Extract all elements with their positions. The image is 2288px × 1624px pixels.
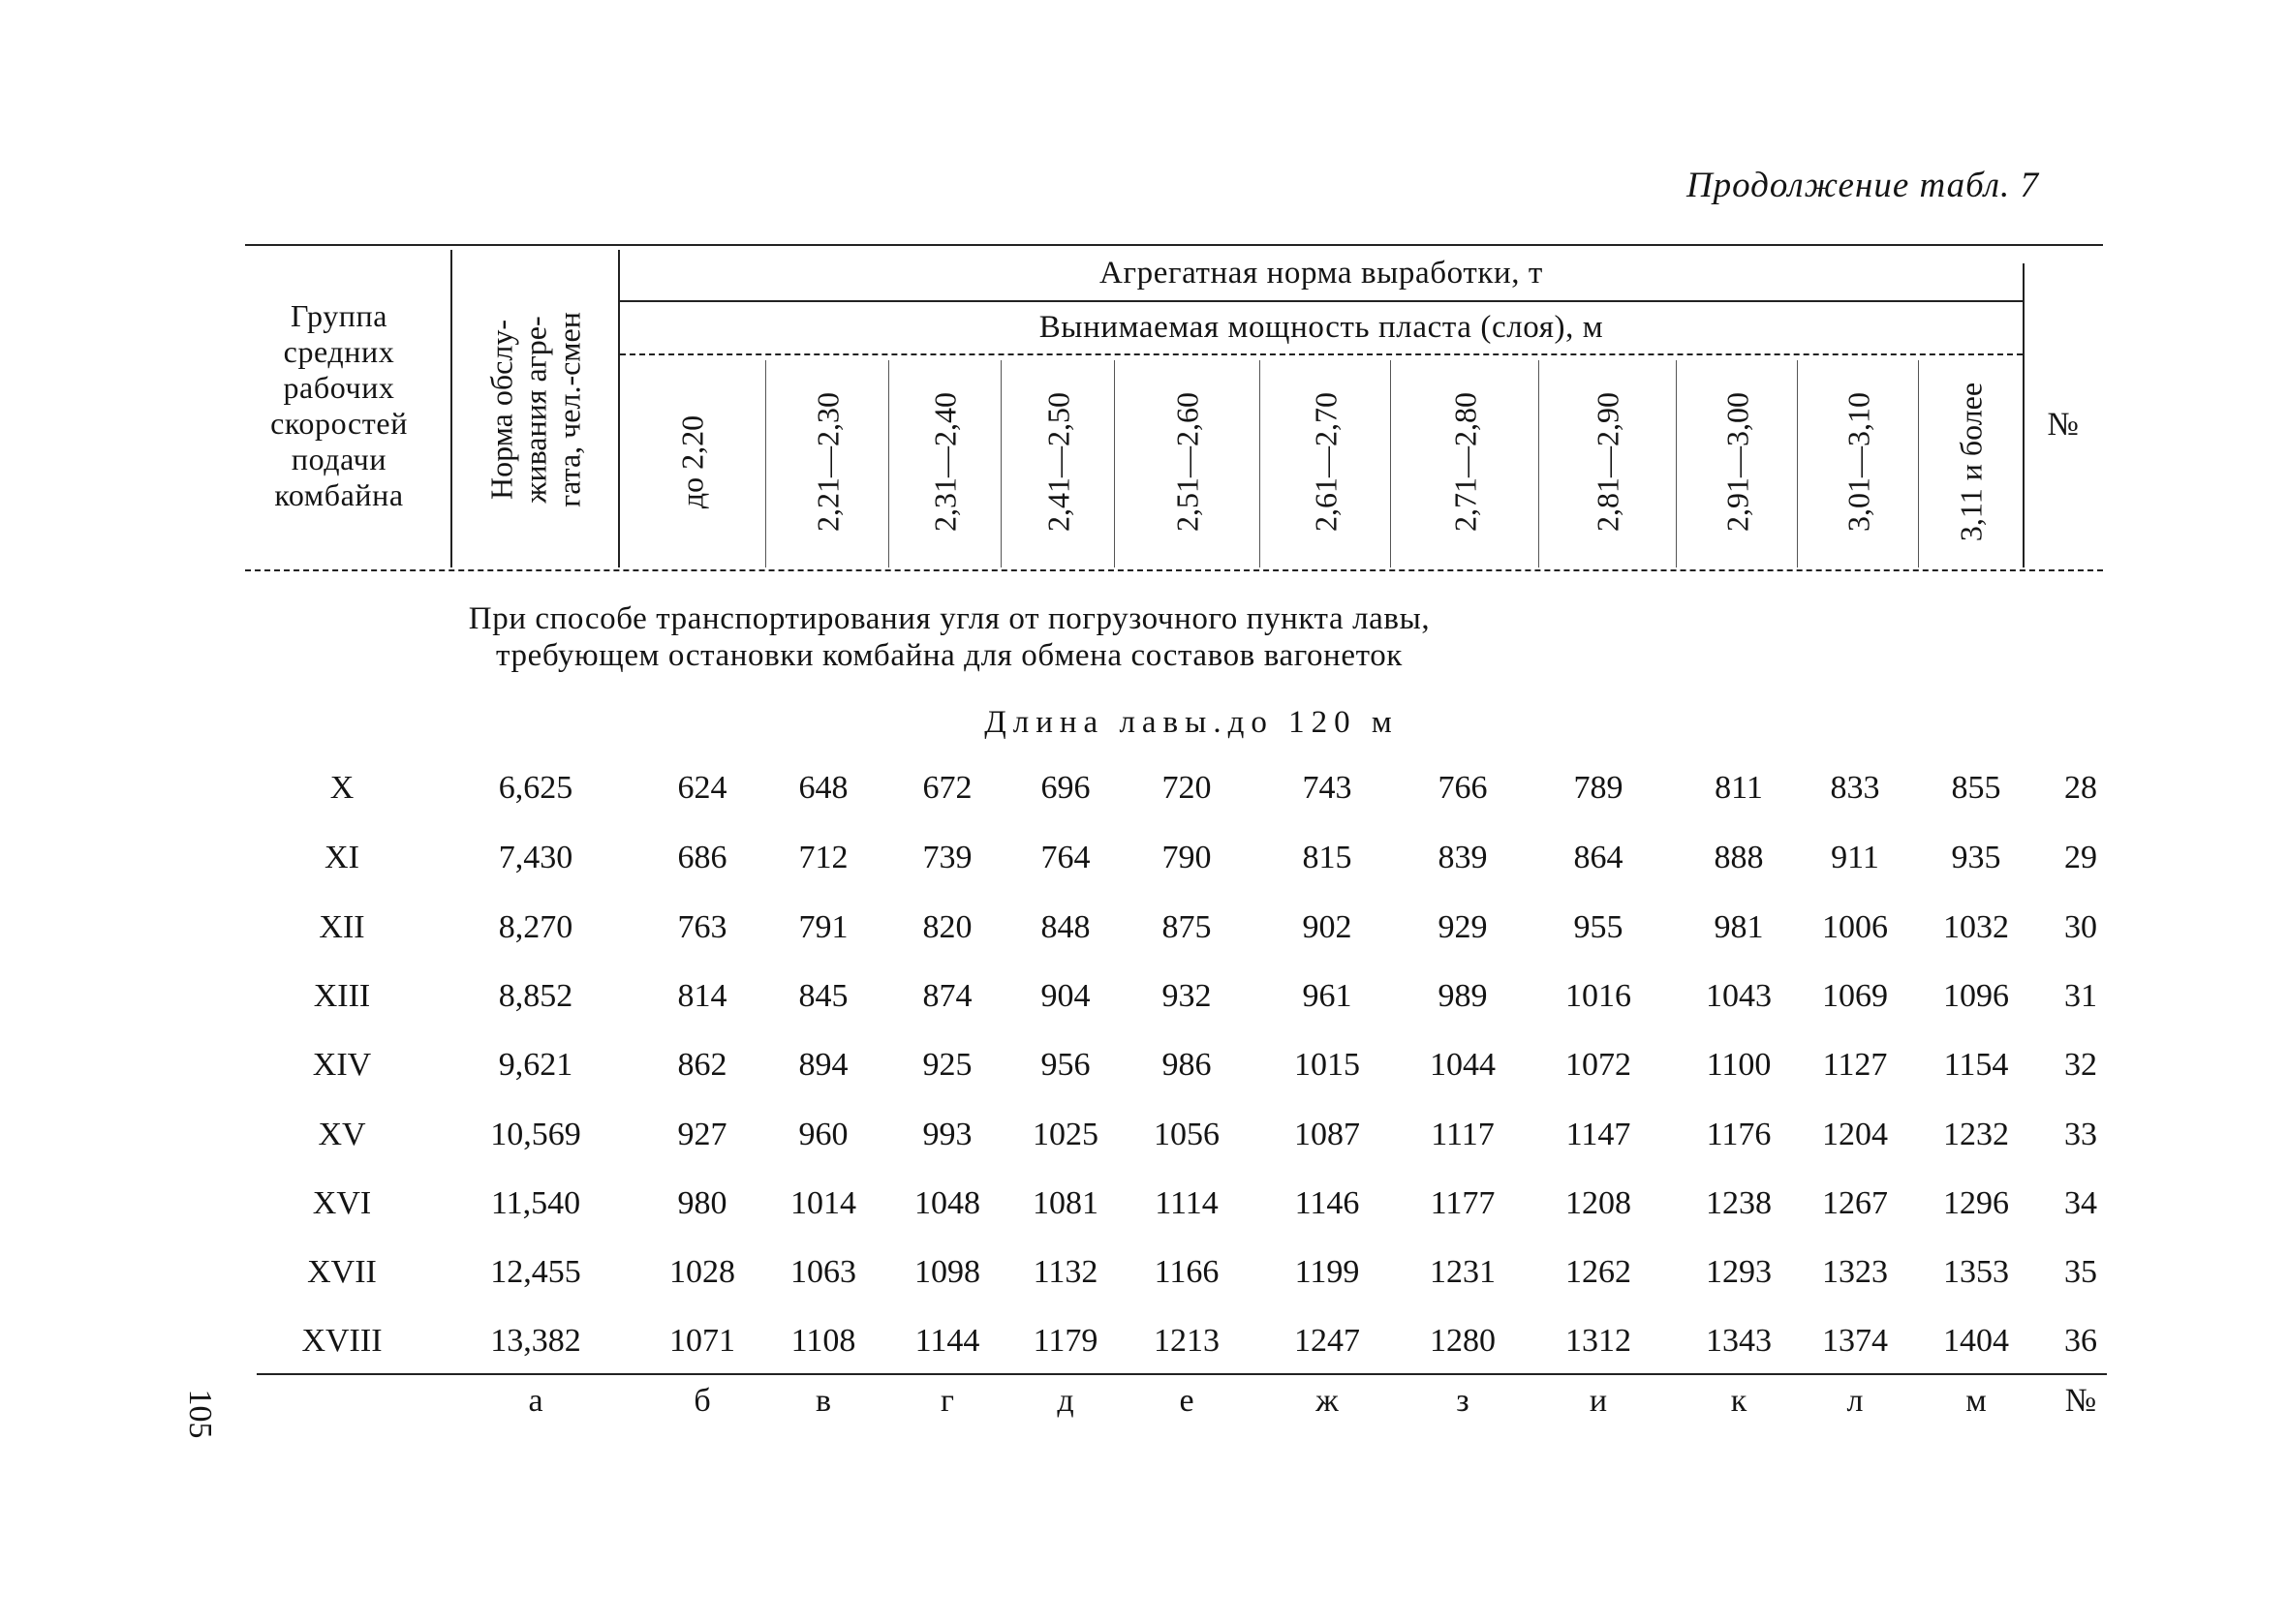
row-value: 1098 (914, 1254, 980, 1290)
header-divider-col (1538, 360, 1539, 567)
row-value: 1146 (1294, 1185, 1360, 1221)
row-value: 814 (677, 978, 727, 1014)
row-value: 1247 (1294, 1323, 1360, 1359)
footer-letter: к (1730, 1383, 1747, 1419)
row-value: 864 (1573, 840, 1623, 875)
row-value: 1114 (1155, 1185, 1219, 1221)
row-value: 1231 (1430, 1254, 1496, 1290)
header-divider-col (1918, 360, 1919, 567)
header-divider-col (1676, 360, 1677, 567)
header-divider-no (2023, 263, 2025, 567)
row-value: 1108 (790, 1323, 856, 1359)
section-title-line: требующем остановки комбайна для обмена составов вагонеток (496, 638, 1403, 673)
footer-letter: з (1456, 1383, 1469, 1419)
row-value: 1176 (1706, 1117, 1772, 1152)
header-divider-col (1390, 360, 1391, 567)
row-number: 28 (2064, 770, 2097, 806)
row-value: 1028 (669, 1254, 735, 1290)
row-value: 862 (677, 1047, 727, 1083)
footer-letter: б (694, 1383, 711, 1419)
row-value: 1374 (1822, 1323, 1888, 1359)
row-group: XIV (312, 1047, 372, 1083)
header-divider-col (1001, 360, 1002, 567)
thickness-header: 2,51—2,60 (1169, 392, 1205, 532)
row-value: 1147 (1565, 1117, 1631, 1152)
row-value: 1154 (1943, 1047, 2009, 1083)
footer-letter: г (941, 1383, 954, 1419)
footer-letter: е (1179, 1383, 1194, 1419)
row-value: 1043 (1706, 978, 1772, 1014)
no-column-header: № (2047, 407, 2080, 443)
row-value: 763 (677, 909, 727, 945)
row-value: 1179 (1033, 1323, 1098, 1359)
row-value: 811 (1715, 770, 1763, 806)
thickness-header: 3,11 и более (1953, 382, 1989, 542)
row-value: 1056 (1154, 1117, 1220, 1152)
row-value: 986 (1161, 1047, 1212, 1083)
table-caption: Продолжение табл. 7 (1685, 166, 2039, 205)
row-value: 1177 (1430, 1185, 1496, 1221)
row-value: 1081 (1033, 1185, 1098, 1221)
row-value: 1096 (1943, 978, 2009, 1014)
footer-letter: ж (1315, 1383, 1339, 1419)
row-number: 29 (2064, 840, 2097, 875)
row-norm: 7,430 (498, 840, 573, 875)
row-value: 848 (1040, 909, 1091, 945)
group-column-header: Группа средних рабочих скоростей подачи комбайна (270, 298, 408, 512)
header-divider-col (1114, 360, 1115, 567)
row-value: 766 (1438, 770, 1488, 806)
row-value: 929 (1438, 909, 1488, 945)
row-value: 993 (922, 1117, 973, 1152)
row-value: 1015 (1294, 1047, 1360, 1083)
row-number: 32 (2064, 1047, 2097, 1083)
norm-header-line: живания агре- (517, 316, 552, 504)
row-group: XI (325, 840, 359, 875)
row-value: 911 (1831, 840, 1879, 875)
row-value: 833 (1830, 770, 1880, 806)
row-value: 1032 (1943, 909, 2009, 945)
row-norm: 11,540 (490, 1185, 581, 1221)
header-divider-col (1259, 360, 1260, 567)
row-value: 875 (1161, 909, 1212, 945)
row-group: XIII (313, 978, 371, 1014)
row-number: 35 (2064, 1254, 2097, 1290)
row-value: 1144 (914, 1323, 980, 1359)
row-value: 1014 (790, 1185, 856, 1221)
row-value: 894 (798, 1047, 849, 1083)
row-norm: 8,270 (498, 909, 573, 945)
row-norm: 13,382 (490, 1323, 581, 1359)
row-value: 1199 (1294, 1254, 1360, 1290)
row-value: 1016 (1565, 978, 1631, 1014)
row-value: 927 (677, 1117, 727, 1152)
row-value: 1323 (1822, 1254, 1888, 1290)
row-value: 672 (922, 770, 973, 806)
row-group: XVI (312, 1185, 372, 1221)
footer-letter: м (1965, 1383, 1987, 1419)
row-value: 1071 (669, 1323, 735, 1359)
row-value: 956 (1040, 1047, 1091, 1083)
row-value: 961 (1302, 978, 1352, 1014)
row-number: 30 (2064, 909, 2097, 945)
row-value: 1232 (1943, 1117, 2009, 1152)
row-value: 1044 (1430, 1047, 1496, 1083)
row-value: 935 (1951, 840, 2001, 875)
row-value: 764 (1040, 840, 1091, 875)
row-value: 1343 (1706, 1323, 1772, 1359)
row-value: 1006 (1822, 909, 1888, 945)
row-value: 791 (798, 909, 849, 945)
footer-letter: № (2064, 1383, 2097, 1419)
row-value: 932 (1161, 978, 1212, 1014)
row-value: 1293 (1706, 1254, 1772, 1290)
row-group: X (329, 770, 355, 806)
header-divider-col (888, 360, 889, 567)
top-band-header: Агрегатная норма выработки, т (1099, 256, 1543, 291)
row-value: 839 (1438, 840, 1488, 875)
section-title (320, 600, 1579, 674)
row-value: 686 (677, 840, 727, 875)
row-value: 1267 (1822, 1185, 1888, 1221)
footer-letter: л (1846, 1383, 1864, 1419)
thickness-header: до 2,20 (674, 414, 710, 509)
header-divider-col (1797, 360, 1798, 567)
row-value: 874 (922, 978, 973, 1014)
row-number: 33 (2064, 1117, 2097, 1152)
row-norm: 9,621 (498, 1047, 573, 1083)
header-divider-group (450, 250, 452, 567)
row-norm: 6,625 (498, 770, 573, 806)
row-group: XVII (307, 1254, 377, 1290)
row-value: 980 (677, 1185, 727, 1221)
row-value: 855 (1951, 770, 2001, 806)
row-value: 1048 (914, 1185, 980, 1221)
header-divider-col (765, 360, 766, 567)
row-value: 1069 (1822, 978, 1888, 1014)
header-top-rule (245, 244, 2103, 246)
row-value: 820 (922, 909, 973, 945)
row-number: 31 (2064, 978, 2097, 1014)
section-title-line: При способе транспортирования угля от погрузочного пункта лавы, (468, 601, 1431, 636)
row-value: 648 (798, 770, 849, 806)
row-value: 1404 (1943, 1323, 2009, 1359)
row-value: 1312 (1565, 1323, 1631, 1359)
row-value: 1132 (1033, 1254, 1098, 1290)
footer-letter: в (815, 1383, 832, 1419)
row-value: 1117 (1431, 1117, 1495, 1152)
row-value: 1025 (1033, 1117, 1098, 1152)
row-norm: 8,852 (498, 978, 573, 1014)
norm-column-header (455, 254, 615, 566)
row-value: 1072 (1565, 1047, 1631, 1083)
row-value: 1296 (1943, 1185, 2009, 1221)
row-value: 712 (798, 840, 849, 875)
footer-letter: и (1589, 1383, 1608, 1419)
row-value: 1213 (1154, 1323, 1220, 1359)
row-norm: 12,455 (490, 1254, 581, 1290)
row-value: 1262 (1565, 1254, 1631, 1290)
row-value: 981 (1714, 909, 1764, 945)
row-value: 888 (1714, 840, 1764, 875)
thickness-header: 2,21—2,30 (810, 392, 845, 532)
row-value: 720 (1161, 770, 1212, 806)
thickness-header: 2,81—2,90 (1590, 392, 1625, 532)
row-value: 1087 (1294, 1117, 1360, 1152)
row-value: 1353 (1943, 1254, 2009, 1290)
row-value: 739 (922, 840, 973, 875)
row-value: 1063 (790, 1254, 856, 1290)
row-value: 743 (1302, 770, 1352, 806)
section-subtitle: Длина лавы.до 120 м (984, 705, 1399, 740)
norm-header-line: Норма обслу- (483, 320, 518, 500)
thickness-header: 2,61—2,70 (1308, 392, 1343, 532)
row-group: XII (319, 909, 365, 945)
row-value: 989 (1438, 978, 1488, 1014)
row-group: XV (318, 1117, 366, 1152)
row-value: 960 (798, 1117, 849, 1152)
thickness-header: 2,71—2,80 (1447, 392, 1482, 532)
row-value: 624 (677, 770, 727, 806)
row-value: 815 (1302, 840, 1352, 875)
row-value: 925 (922, 1047, 973, 1083)
row-value: 1100 (1706, 1047, 1772, 1083)
thickness-header: 3,01—3,10 (1840, 392, 1875, 532)
row-value: 955 (1573, 909, 1623, 945)
sub-band-rule (620, 353, 2023, 355)
row-value: 1166 (1154, 1254, 1220, 1290)
table-bottom-rule (257, 1373, 2107, 1375)
row-value: 1238 (1706, 1185, 1772, 1221)
footer-letter: а (528, 1383, 543, 1419)
norm-header-line: гата, чел.-смен (551, 312, 586, 507)
thickness-header: 2,31—2,40 (927, 392, 963, 532)
row-group: XVIII (301, 1323, 383, 1359)
footer-letter: д (1057, 1383, 1074, 1419)
row-norm: 10,569 (490, 1117, 581, 1152)
row-value: 1204 (1822, 1117, 1888, 1152)
row-number: 36 (2064, 1323, 2097, 1359)
page-number: 105 (182, 1389, 218, 1439)
row-value: 1127 (1822, 1047, 1888, 1083)
top-band-rule (620, 300, 2023, 302)
row-value: 904 (1040, 978, 1091, 1014)
row-value: 1208 (1565, 1185, 1631, 1221)
row-value: 789 (1573, 770, 1623, 806)
sub-band-header: Вынимаемая мощность пласта (слоя), м (1038, 310, 1604, 345)
row-number: 34 (2064, 1185, 2097, 1221)
header-bottom-rule (245, 569, 2103, 571)
row-value: 1280 (1430, 1323, 1496, 1359)
thickness-header: 2,41—2,50 (1040, 392, 1075, 532)
row-value: 845 (798, 978, 849, 1014)
thickness-header: 2,91—3,00 (1719, 392, 1754, 532)
row-value: 902 (1302, 909, 1352, 945)
row-value: 696 (1040, 770, 1091, 806)
row-value: 790 (1161, 840, 1212, 875)
